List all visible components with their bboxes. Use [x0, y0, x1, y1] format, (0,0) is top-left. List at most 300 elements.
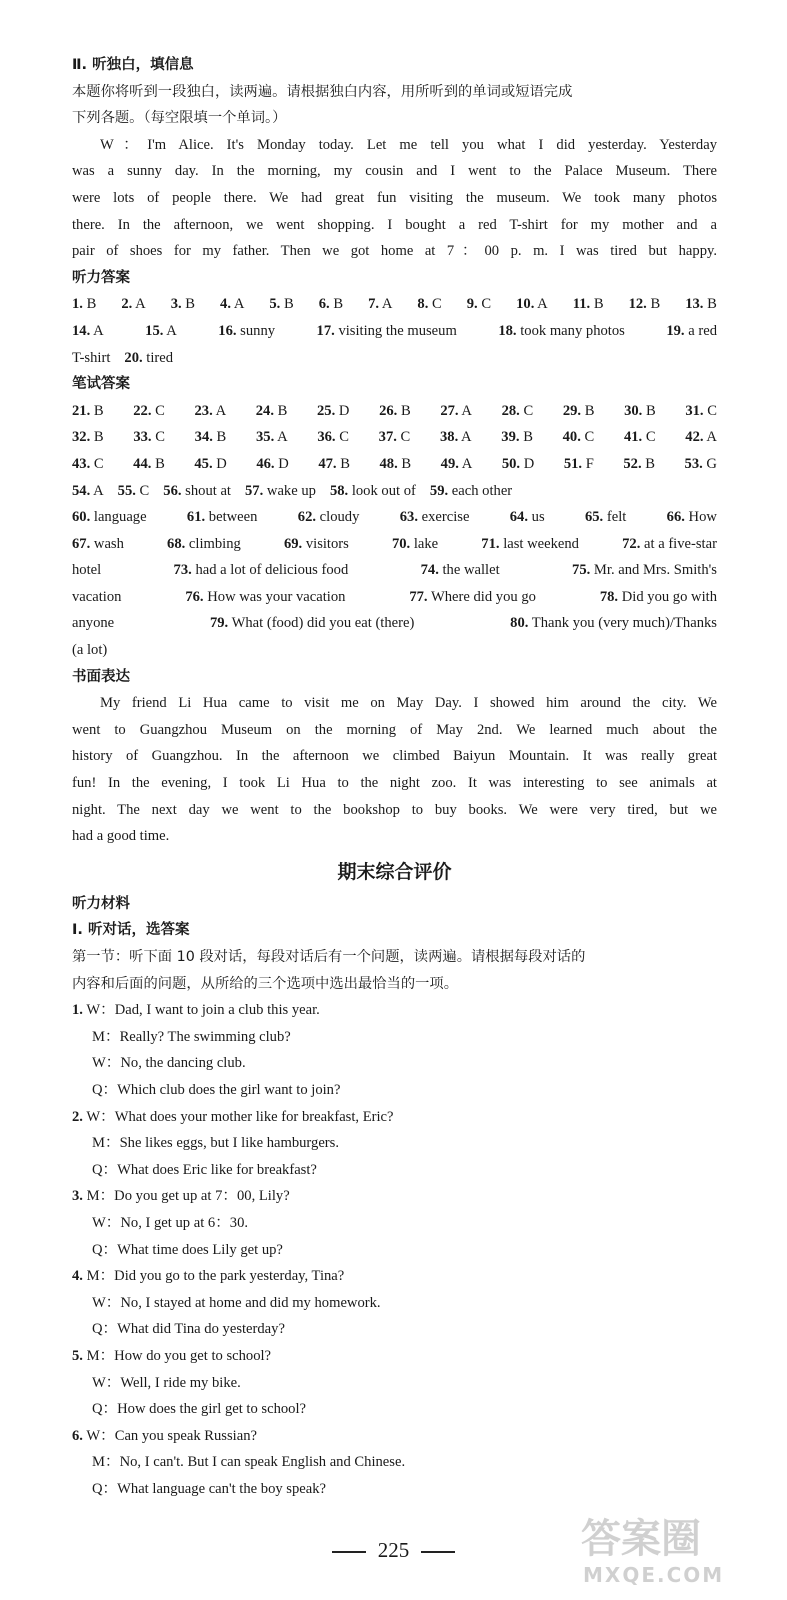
- answer-value: vacation: [72, 588, 122, 605]
- answer-value: A: [230, 296, 245, 313]
- answer-item: [256, 398, 288, 425]
- answer-value: B: [329, 296, 344, 313]
- answer-value: C: [519, 402, 534, 419]
- answer-value: Where did you go: [427, 588, 536, 605]
- section2-instruction-line-2: 下列各题。（每空限填一个单词。）: [72, 110, 287, 127]
- answer-item: [400, 504, 470, 531]
- dialogue-line: Q：Which club does the girl want to join?: [92, 1081, 341, 1098]
- answer-number: 8.: [417, 296, 429, 313]
- answer-value: C: [580, 429, 595, 446]
- answer-number: 17.: [316, 322, 335, 339]
- answer-value: B: [397, 455, 412, 472]
- dialogue-text: W：Dad, I want to join a club this year.: [82, 1002, 320, 1019]
- answer-item: [210, 610, 414, 637]
- dialogue-first-line: [72, 997, 717, 1024]
- answer-number: 5.: [269, 296, 281, 313]
- answer-value: look out of: [348, 482, 416, 499]
- answer-value: last weekend: [499, 535, 579, 552]
- answer-value: B: [274, 402, 288, 419]
- answer-value: felt: [603, 509, 627, 526]
- answer-item: [392, 531, 438, 558]
- answer-value: B: [590, 296, 604, 313]
- dialogue-line: W：No, I stayed at home and did my homework.: [92, 1294, 381, 1311]
- answer-item: [629, 291, 661, 318]
- dialogue-number: 3.: [72, 1188, 83, 1205]
- answer-item: [573, 291, 604, 318]
- answer-item: [379, 398, 411, 425]
- answer-number: 45.: [194, 455, 213, 472]
- monologue-line: there. In the afternoon, we went shopping. I bought a red T-shirt for my mother and a: [72, 216, 717, 233]
- answer-row: [72, 504, 717, 531]
- dialogue-line: M：Really? The swimming club?: [92, 1028, 291, 1045]
- monologue: [72, 132, 717, 265]
- answer-number: 39.: [501, 429, 520, 446]
- answer-item: [133, 424, 165, 451]
- dialogue-line: Q：What time does Lily get up?: [92, 1241, 283, 1258]
- answer-value: took many photos: [516, 322, 625, 339]
- answer-number: 69.: [283, 535, 303, 552]
- dialogue-first-line: [72, 1263, 717, 1290]
- answer-number: 58.: [329, 482, 349, 499]
- answer-row: [72, 557, 717, 584]
- answer-item: [72, 584, 121, 611]
- answer-number: 29.: [562, 402, 582, 419]
- answer-item: [440, 398, 472, 425]
- answer-value: A: [132, 296, 146, 313]
- answer-item: [501, 424, 533, 451]
- answer-number: 68.: [167, 535, 186, 552]
- answer-row: [72, 318, 717, 345]
- answer-item: [72, 504, 147, 531]
- answer-value: had a lot of delicious food: [191, 562, 349, 579]
- answer-value: tired: [142, 349, 174, 366]
- answer-number: 54.: [72, 482, 91, 499]
- answer-item: [72, 451, 104, 478]
- answer-value: at a five-star: [640, 535, 717, 552]
- answer-item: [572, 557, 717, 584]
- answer-number: 73.: [173, 562, 192, 579]
- answer-item: [624, 398, 656, 425]
- answer-item: [409, 584, 536, 611]
- answer-number: 50.: [501, 455, 521, 472]
- answer-value: C: [151, 429, 165, 446]
- answer-value: B: [90, 429, 104, 446]
- section2-instruction-line-1: 本题你将听到一段独白，读两遍。请根据独白内容，用所听到的单词或短语完成: [72, 83, 573, 100]
- answer-number: 43.: [72, 455, 91, 472]
- answer-item: [174, 557, 349, 584]
- answer-number: 11.: [572, 296, 591, 313]
- dialogue-line: Q：What language can't the boy speak?: [92, 1480, 327, 1497]
- answer-item: [685, 451, 717, 478]
- answer-number: 40.: [562, 429, 581, 446]
- answer-row: [72, 478, 717, 505]
- answer-row: [72, 531, 717, 558]
- answer-number: 72.: [622, 535, 641, 552]
- answer-number: 13.: [685, 296, 704, 313]
- answer-row: [72, 424, 717, 451]
- dialogue-number: 2.: [72, 1108, 83, 1125]
- answer-value: D: [274, 455, 289, 472]
- answer-value: A: [534, 296, 548, 313]
- dialogue-line: Q：What did Tina do yesterday?: [92, 1321, 285, 1338]
- answer-number: 61.: [186, 509, 206, 526]
- answer-item: [510, 610, 717, 637]
- answer-item: [317, 318, 457, 345]
- answer-item: [441, 451, 473, 478]
- answer-item: [167, 531, 241, 558]
- answer-number: 56.: [163, 482, 182, 499]
- answer-number: 33.: [133, 429, 152, 446]
- answer-number: 26.: [379, 402, 398, 419]
- answer-value: C: [428, 296, 442, 313]
- answer-item: [624, 424, 656, 451]
- answer-row: [72, 398, 717, 425]
- part1-heading: Ⅰ. 听对话，选答案: [72, 922, 190, 939]
- dialogue-number: 4.: [72, 1268, 83, 1285]
- answer-item: [481, 531, 579, 558]
- answer-number: 25.: [317, 402, 336, 419]
- final-eval-title: 期末综合评价: [337, 860, 452, 883]
- answer-number: 65.: [584, 509, 604, 526]
- answer-value: G: [702, 455, 717, 472]
- writing-line: had a good time.: [72, 828, 170, 845]
- dialogue-line: Q：How does the girl get to school?: [92, 1401, 307, 1418]
- answer-value: A: [274, 429, 288, 446]
- answer-value: between: [205, 509, 258, 526]
- answer-item: [563, 424, 595, 451]
- answer-item: [440, 424, 472, 451]
- answer-item: [516, 291, 548, 318]
- answer-number: 12.: [628, 296, 647, 313]
- answer-value: visiting the museum: [334, 322, 457, 339]
- answer-item: [185, 584, 345, 611]
- answer-item: [685, 424, 717, 451]
- answer-value: (a lot): [72, 642, 108, 659]
- page-content: [72, 52, 717, 1502]
- answer-number: 66.: [666, 509, 685, 526]
- answer-value: us: [528, 509, 545, 526]
- footer-dash-left: [332, 1551, 366, 1553]
- materials-heading: 听力材料: [72, 895, 130, 912]
- answer-row: [72, 610, 717, 637]
- dialogue-number: 6.: [72, 1427, 83, 1444]
- answer-item: [256, 451, 288, 478]
- answer-number: 57.: [245, 482, 264, 499]
- answer-number: 51.: [563, 455, 583, 472]
- section2-heading: Ⅱ. 听独白，填信息: [72, 57, 194, 73]
- answer-item: [421, 557, 500, 584]
- answer-number: 23.: [194, 402, 213, 419]
- answer-item: [585, 504, 626, 531]
- dialogue-text: W：What does your mother like for breakfast, Eric?: [82, 1108, 394, 1125]
- answer-number: 46.: [256, 455, 275, 472]
- answer-value: B: [181, 296, 196, 313]
- answer-number: 59.: [429, 482, 449, 499]
- answer-number: 31.: [685, 402, 704, 419]
- answer-item: [368, 291, 392, 318]
- part1-instruction-line-1: 第一节：听下面 10 段对话，每段对话后有一个问题，读两遍。请根据每段对话的: [72, 949, 586, 965]
- watermark-logo: [573, 1508, 763, 1588]
- part1-instruction-line-2: 内容和后面的问题，从所给的三个选项中选出最恰当的一项。: [72, 975, 459, 992]
- answer-value: B: [212, 429, 227, 446]
- answer-value: C: [396, 429, 411, 446]
- answer-number: 71.: [481, 535, 500, 552]
- answer-number: 6.: [318, 296, 330, 313]
- answer-number: 38.: [439, 429, 459, 446]
- answer-value: cloudy: [316, 509, 360, 526]
- writing-passage: [72, 690, 717, 850]
- answer-number: 30.: [624, 402, 643, 419]
- answer-item: [622, 531, 717, 558]
- answer-number: 28.: [501, 402, 520, 419]
- answer-value: B: [581, 402, 595, 419]
- answer-value: A: [212, 402, 227, 419]
- answer-value: Thank you (very much)/Thanks: [528, 615, 717, 632]
- answer-value: B: [641, 455, 655, 472]
- answer-item: [623, 451, 655, 478]
- monologue-line: were lots of people there. We had great fun visiting the museum. We took many photos: [72, 189, 717, 206]
- dialogue-text: M：Did you go to the park yesterday, Tina?: [82, 1268, 345, 1285]
- dialogue-number: 1.: [72, 1002, 83, 1019]
- writing-line: history of Guangzhou. In the afternoon we climbed Baiyun Mountain. It was really great: [72, 748, 717, 765]
- answer-value: B: [151, 455, 165, 472]
- answer-item: [133, 398, 165, 425]
- answer-number: 47.: [318, 455, 337, 472]
- dialogue-first-line: [72, 1343, 717, 1370]
- dialogue-line: Q：What does Eric like for breakfast?: [92, 1161, 317, 1178]
- answer-value: Mr. and Mrs. Smith's: [590, 562, 717, 579]
- answer-value: C: [477, 296, 492, 313]
- monologue-line: was a sunny day. In the morning, my cousin and I went to the Palace Museum. There: [72, 163, 717, 180]
- answer-item: [72, 610, 114, 637]
- listening-answers-heading: 听力答案: [72, 269, 130, 286]
- answer-number: 16.: [218, 322, 237, 339]
- answer-item: [318, 451, 350, 478]
- answer-number: 70.: [391, 535, 411, 552]
- answer-item: [685, 291, 717, 318]
- answer-item: [187, 504, 258, 531]
- answer-value: C: [90, 455, 104, 472]
- answer-item: [330, 478, 416, 505]
- page-number: 225: [377, 1538, 410, 1562]
- answer-value: T-shirt: [72, 349, 111, 366]
- answer-value: language: [90, 509, 147, 526]
- answer-item: [118, 478, 150, 505]
- answer-item: [72, 345, 110, 372]
- answer-item: [298, 504, 360, 531]
- answer-row: [72, 637, 717, 664]
- writing-line: went to Guangzhou Museum on the morning of May 2nd. We learned much about the: [72, 721, 717, 738]
- answer-value: climbing: [185, 535, 241, 552]
- answer-value: C: [642, 429, 656, 446]
- answer-number: 62.: [297, 509, 317, 526]
- answer-item: [564, 451, 594, 478]
- answer-number: 37.: [378, 429, 397, 446]
- answer-number: 3.: [170, 296, 182, 313]
- answer-item: [72, 557, 101, 584]
- answer-number: 20.: [124, 349, 143, 366]
- monologue-line: pair of shoes for my father. Then we got home at 7：00 p. m. I was tired but happy.: [72, 243, 717, 260]
- writing-heading: 书面表达: [72, 668, 130, 685]
- answer-value: the wallet: [438, 562, 500, 579]
- answer-number: 35.: [255, 429, 275, 446]
- answer-item: [430, 478, 512, 505]
- answer-number: 79.: [209, 615, 229, 632]
- answer-value: How: [684, 509, 717, 526]
- answer-item: [72, 531, 124, 558]
- answer-item: [195, 398, 227, 425]
- answer-value: A: [90, 322, 104, 339]
- answer-item: [171, 291, 195, 318]
- answer-item: [379, 451, 411, 478]
- answer-number: 34.: [194, 429, 213, 446]
- answer-number: 60.: [72, 509, 91, 526]
- answer-value: B: [336, 455, 350, 472]
- answer-number: 7.: [368, 296, 380, 313]
- answer-number: 63.: [399, 509, 418, 526]
- answer-value: A: [379, 296, 393, 313]
- dialogue-line: W：Well, I ride my bike.: [92, 1374, 241, 1391]
- answer-value: What (food) did you eat (there): [228, 615, 415, 632]
- answer-item: [72, 398, 104, 425]
- answer-value: visitors: [302, 535, 349, 552]
- answer-number: 4.: [220, 296, 231, 313]
- answer-value: B: [642, 402, 656, 419]
- answer-number: 24.: [255, 402, 274, 419]
- answer-number: 75.: [572, 562, 591, 579]
- answer-value: A: [90, 482, 104, 499]
- answer-value: C: [135, 482, 150, 499]
- answer-row: [72, 451, 717, 478]
- writing-line: night. The next day we went to the bookshop to buy books. We were very tired, but we: [72, 801, 717, 818]
- answer-number: 76.: [185, 588, 204, 605]
- answer-number: 77.: [409, 588, 428, 605]
- answer-value: a red: [684, 322, 717, 339]
- answer-row: [72, 291, 717, 318]
- answer-item: [133, 451, 165, 478]
- dialogue-first-line: [72, 1183, 717, 1210]
- answer-item: [124, 345, 173, 372]
- answer-value: B: [703, 296, 717, 313]
- monologue-line: W：I'm Alice. It's Monday today. Let me tell you what I did yesterday. Yesterday: [100, 136, 717, 153]
- answer-item: [502, 451, 534, 478]
- answer-item: [317, 424, 349, 451]
- answer-value: hotel: [72, 562, 102, 579]
- dialogue-first-line: [72, 1104, 717, 1131]
- answer-value: A: [458, 429, 472, 446]
- answer-number: 22.: [133, 402, 152, 419]
- answer-item: [667, 504, 717, 531]
- answer-value: shout at: [181, 482, 231, 499]
- answer-item: [269, 291, 293, 318]
- answer-number: 10.: [516, 296, 535, 313]
- answer-number: 36.: [317, 429, 336, 446]
- answer-number: 49.: [440, 455, 459, 472]
- dialogue-text: M：Do you get up at 7：00, Lily?: [82, 1188, 290, 1205]
- answer-number: 18.: [498, 322, 517, 339]
- answer-item: [121, 291, 145, 318]
- dialogue-line: W：No, I get up at 6：30.: [92, 1214, 249, 1231]
- answer-number: 80.: [510, 615, 529, 632]
- answer-row: [72, 345, 717, 372]
- answer-number: 14.: [72, 322, 91, 339]
- answer-value: sunny: [236, 322, 276, 339]
- dialogue-first-line: [72, 1423, 717, 1450]
- dialogue-number: 5.: [72, 1347, 83, 1364]
- dialogue-list: [72, 997, 717, 1502]
- dialogue-line: M：No, I can't. But I can speak English and Chinese.: [92, 1454, 406, 1471]
- answer-number: 48.: [379, 455, 398, 472]
- footer-dash-right: [421, 1551, 455, 1553]
- writing-line: fun! In the evening, I took Li Hua to the night zoo. It was interesting to see animals at: [72, 775, 717, 792]
- answer-item: [195, 424, 227, 451]
- answer-number: 27.: [440, 402, 459, 419]
- answer-item: [600, 584, 717, 611]
- answer-value: B: [280, 296, 294, 313]
- answer-number: 9.: [466, 296, 478, 313]
- answer-number: 67.: [72, 535, 91, 552]
- answer-value: D: [212, 455, 227, 472]
- answer-value: How was your vacation: [203, 588, 346, 605]
- answer-item: [666, 318, 717, 345]
- watermark-text: 答案圈: [581, 1516, 701, 1562]
- answer-value: A: [703, 429, 717, 446]
- answer-number: 74.: [420, 562, 439, 579]
- answer-item: [245, 478, 316, 505]
- answer-value: each other: [448, 482, 513, 499]
- answer-number: 2.: [121, 296, 133, 313]
- answer-number: 21.: [72, 402, 91, 419]
- answer-value: B: [646, 296, 661, 313]
- dialogue-text: M：How do you get to school?: [82, 1347, 272, 1364]
- answer-value: anyone: [72, 615, 115, 632]
- answer-number: 42.: [685, 429, 704, 446]
- answer-value: B: [397, 402, 411, 419]
- answer-item: [563, 398, 595, 425]
- answer-value: wake up: [263, 482, 316, 499]
- answer-item: [72, 291, 96, 318]
- answer-value: Did you go with: [618, 588, 717, 605]
- answer-item: [220, 291, 244, 318]
- answer-item: [317, 398, 349, 425]
- dialogue-line: M：She likes eggs, but I like hamburgers.: [92, 1135, 339, 1152]
- answer-number: 78.: [599, 588, 619, 605]
- answer-item: [72, 318, 104, 345]
- answer-number: 41.: [623, 429, 643, 446]
- answer-value: B: [82, 296, 97, 313]
- answer-value: C: [151, 402, 165, 419]
- answer-item: [218, 318, 275, 345]
- answer-number: 1.: [72, 296, 83, 313]
- answer-item: [163, 478, 231, 505]
- answer-value: lake: [410, 535, 439, 552]
- answer-number: 19.: [666, 322, 685, 339]
- answer-item: [194, 451, 226, 478]
- answer-number: 52.: [623, 455, 642, 472]
- watermark-sub: MXQE.COM: [583, 1563, 725, 1587]
- answer-value: F: [582, 455, 594, 472]
- written-answers-heading: 笔试答案: [72, 376, 130, 393]
- answer-item: [379, 424, 411, 451]
- answer-item: [467, 291, 491, 318]
- answer-row: [72, 584, 717, 611]
- answer-item: [256, 424, 288, 451]
- dialogue-line: W：No, the dancing club.: [92, 1055, 246, 1072]
- answer-item: [72, 424, 104, 451]
- writing-line: My friend Li Hua came to visit me on May Day. I showed him around the city. We: [100, 695, 717, 712]
- answer-value: D: [335, 402, 350, 419]
- answer-number: 64.: [509, 509, 528, 526]
